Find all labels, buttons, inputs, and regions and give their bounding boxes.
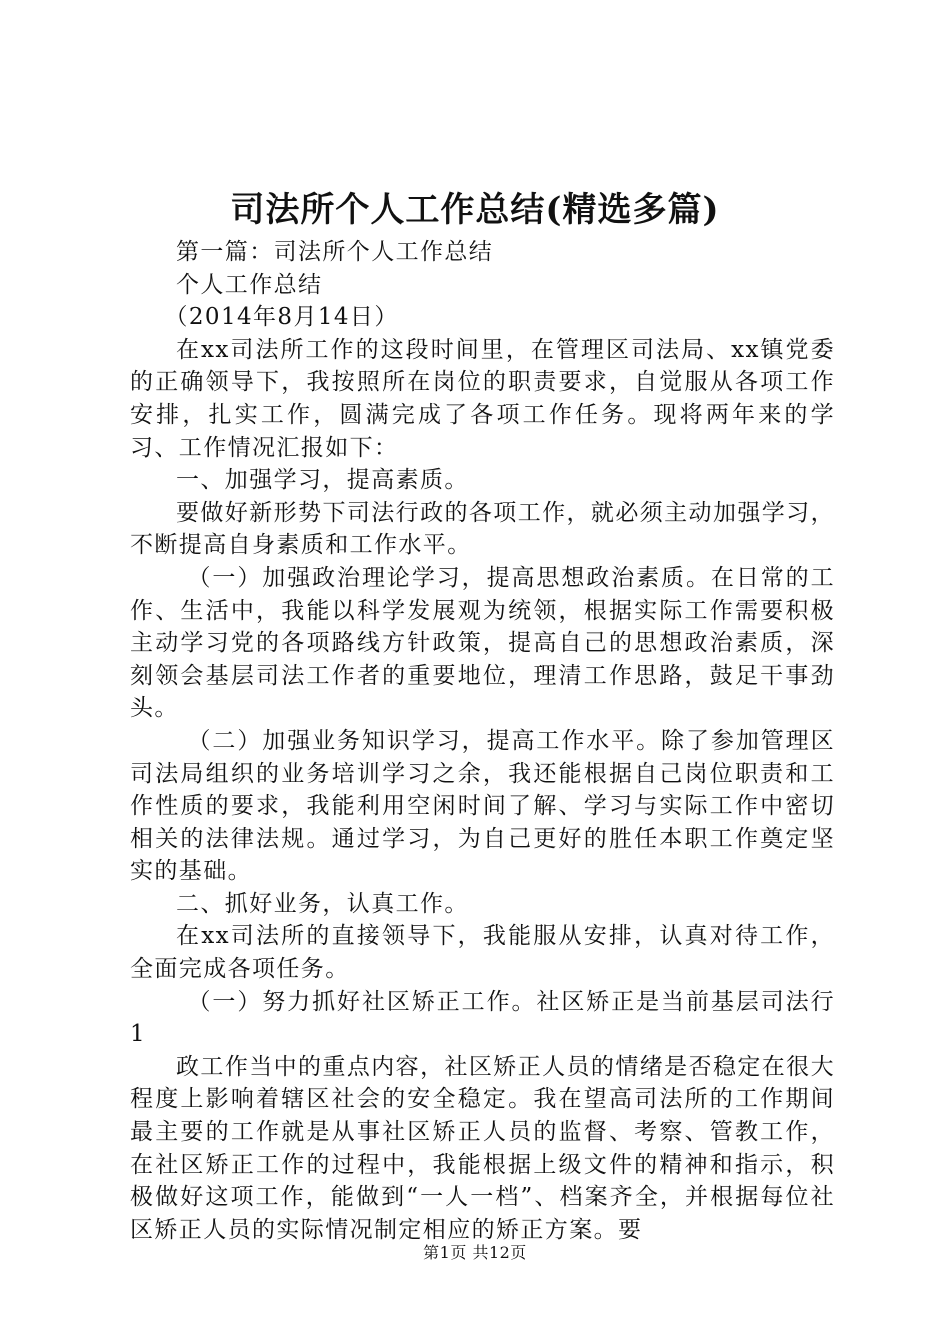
page-footer: 第1页 共12页 bbox=[423, 1243, 527, 1262]
political-study-paragraph: （一）加强政治理论学习，提高思想政治素质。在日常的工作、生活中，我能以科学发展观为统领，根据实际工作需要积极主动学习党的各项路线方针政策，提高自己的思想政治素质，深刻领会基层司法工作者的重要地位，理清工作思路，鼓足干事劲头。 bbox=[130, 564, 835, 722]
community-correction-detail-paragraph: 政工作当中的重点内容，社区矫正人员的情绪是否稳定在很大程度上影响着辖区社会的安全稳定。我在望高司法所的工作期间最主要的工作就是从事社区矫正人员的监督、考察、管教工作，在社区矫正工作的过程中，我能根据上级文件的精神和指示，积极做好这项工作，能做到“一人一档”、档案齐全，并根据每位社区矫正人员的实际情况制定相应的矫正方案。要 bbox=[130, 1053, 835, 1243]
intro-paragraph: 在xx司法所工作的这段时间里，在管理区司法局、xx镇党委的正确领导下，我按照所在岗位的职责要求，自觉服从各项工作安排，扎实工作，圆满完成了各项工作任务。现将两年来的学习、工作情况汇报如下： bbox=[130, 336, 835, 461]
heading-business: 二、抓好业务，认真工作。 bbox=[176, 890, 469, 917]
business-study-paragraph: （二）加强业务知识学习，提高工作水平。除了参加管理区司法局组织的业务培训学习之余，我还能根据自己岗位职责和工作性质的要求，我能利用空闲时间了解、学习与实际工作中密切相关的法律法规。通过学习，为自己更好的胜任本职工作奠定坚实的基础。 bbox=[130, 727, 835, 885]
section-heading-part-one: 第一篇：司法所个人工作总结 bbox=[176, 239, 494, 265]
document-body bbox=[130, 236, 835, 1246]
business-paragraph: 在xx司法所的直接领导下，我能服从安排，认真对待工作，全面完成各项任务。 bbox=[130, 923, 835, 983]
document-title: 司法所个人工作总结(精选多篇) bbox=[230, 190, 720, 230]
report-heading: 个人工作总结 bbox=[176, 271, 323, 298]
study-paragraph: 要做好新形势下司法行政的各项工作，就必须主动加强学习，不断提高自身素质和工作水平。 bbox=[130, 499, 835, 559]
community-correction-paragraph: （一）努力抓好社区矫正工作。社区矫正是当前基层司法行1 bbox=[130, 988, 835, 1048]
heading-study: 一、加强学习，提高素质。 bbox=[176, 467, 469, 494]
report-date: （2014年8月14日） bbox=[164, 304, 399, 331]
